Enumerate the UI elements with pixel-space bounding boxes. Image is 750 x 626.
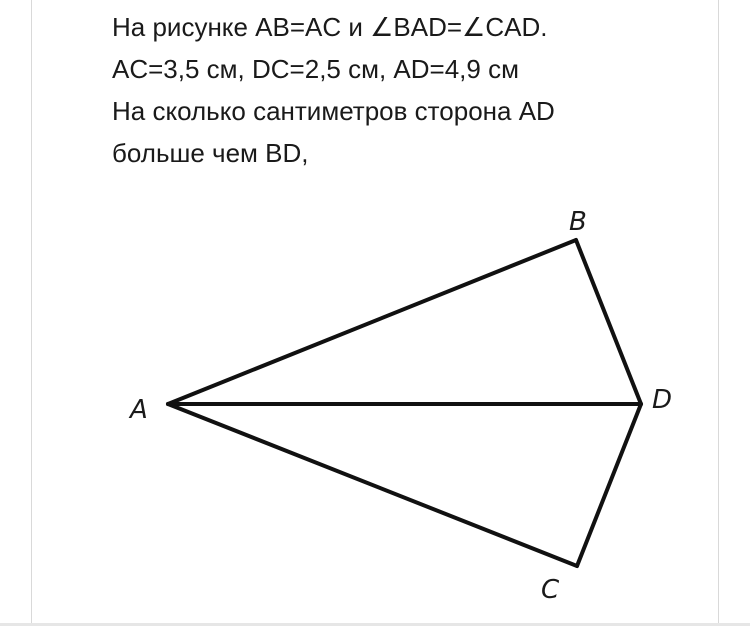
segment-dc — [577, 404, 641, 566]
segment-ab — [168, 240, 576, 404]
problem-line-2: AC=3,5 см, DC=2,5 см, AD=4,9 см — [112, 54, 519, 84]
problem-line-4: больше чем BD, — [112, 138, 309, 168]
segment-ac — [168, 404, 577, 566]
figure-segments — [168, 240, 641, 566]
point-label-d: D — [652, 385, 673, 415]
point-label-b: B — [569, 207, 587, 237]
segment-bd — [576, 240, 641, 404]
problem-line-1: На рисунке AB=AC и ∠BAD=∠CAD. — [112, 12, 548, 42]
point-label-a: A — [130, 395, 148, 425]
point-label-c: C — [541, 575, 560, 605]
problem-line-3: На сколько сантиметров сторона AD — [112, 96, 555, 126]
